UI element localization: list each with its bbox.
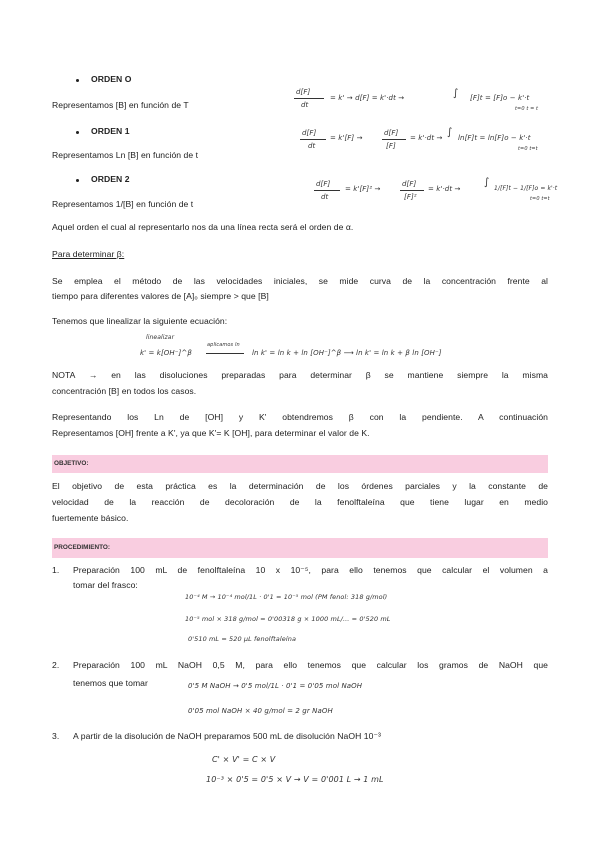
eq2-rest: = k'[F]² → <box>345 185 381 193</box>
eq1-denominator-2: [F] <box>386 142 396 150</box>
step-2-line-2: tenemos que tomar <box>73 678 148 688</box>
nota-line-1: NOTA → en las disoluciones preparadas para determinar β se mantiene siempre la misma <box>52 370 548 380</box>
representando-line-1: Representando los Ln de [OH] y K' obtendremos β con la pendiente. A continuación <box>52 412 548 422</box>
linearize-intro: Tenemos que linealizar la siguiente ecuación: <box>52 316 228 326</box>
objetivo-line-3: fuertemente básico. <box>52 513 129 523</box>
linearize-lhs: k' = k[OH⁻]^β <box>140 349 192 357</box>
eq2-numerator-2: d[F] <box>402 180 417 188</box>
bullet-order-1 <box>76 131 79 134</box>
objetivo-line-2: velocidad de la reacción de decoloración de la fenolftaleína que tiene lugar en medio <box>52 497 548 507</box>
eq2-sub: t=0 t=t <box>530 196 550 202</box>
eq0-integral: ∫ <box>453 88 459 99</box>
objetivo-label: OBJETIVO: <box>54 460 89 467</box>
eq1-numerator-2: d[F] <box>384 129 399 137</box>
calc-3-line-1: C' × V' = C × V <box>212 755 276 764</box>
eq2-denominator-2: [F]² <box>404 193 417 201</box>
eq1-rest: = k'[F] → <box>330 134 363 142</box>
calc-3-line-2: 10⁻³ × 0'5 = 0'5 × V → V = 0'001 L → 1 mL <box>206 775 384 784</box>
order-0-text: Representamos [B] en función de T <box>52 100 189 110</box>
eq2-numerator: d[F] <box>316 180 331 188</box>
step-2-line-1: Preparación 100 mL NaOH 0,5 M, para ello tenemos que calcular los gramos de NaOH que <box>73 660 548 670</box>
calc-1-line-3: 0'510 mL = 520 µL fenolftaleína <box>188 635 297 643</box>
objetivo-line-1: El objetivo de esta práctica es la determinación de los órdenes parciales y la constante de <box>52 481 548 491</box>
eq0-denominator: dt <box>301 101 309 109</box>
order-0-heading: ORDEN O <box>91 74 132 84</box>
linearize-arrow-label: aplicamos ln <box>207 342 240 348</box>
step-1-line-2: tomar del frasco: <box>73 580 138 590</box>
order-2-heading: ORDEN 2 <box>91 174 130 184</box>
procedimiento-header-band <box>52 538 548 558</box>
step-3-number: 3. <box>52 731 60 741</box>
eq2-result: 1/[F]t − 1/[F]o = k'·t <box>494 185 558 192</box>
eq1-integral: ∫ <box>447 127 453 138</box>
order-2-text: Representamos 1/[B] en función de t <box>52 199 194 209</box>
eq0-sub: t=0 t = t <box>515 106 539 112</box>
eq1-result: ln[F]t = ln[F]o − k'·t <box>458 134 531 142</box>
eq2-rest-2: = k'·dt → <box>428 185 461 193</box>
beta-heading: Para determinar β: <box>52 249 125 259</box>
order-1-text: Representamos Ln [B] en función de t <box>52 150 199 160</box>
step-3-line-1: A partir de la disolución de NaOH preparamos 500 mL de disolución NaOH 10⁻³ <box>73 731 381 741</box>
beta-paragraph-line-1: Se emplea el método de las velocidades iniciales, se mide curva de la concentración frente al <box>52 276 548 286</box>
linearize-rhs: ln k' = ln k + ln [OH⁻]^β ⟶ ln k' = ln k + β ln [OH⁻] <box>252 349 442 357</box>
calc-2-line-2: 0'05 mol NaOH × 40 g/mol = 2 gr NaOH <box>188 707 333 715</box>
step-2-number: 2. <box>52 660 60 670</box>
eq1-denominator: dt <box>308 142 316 150</box>
eq1-numerator: d[F] <box>302 129 317 137</box>
calc-1-line-1: 10⁻⁴ M → 10⁻⁴ mol/1L · 0'1 = 10⁻⁵ mol (PM fenol: 318 g/mol) <box>185 593 388 601</box>
eq2-denominator: dt <box>321 193 329 201</box>
eq2-integral: ∫ <box>484 177 490 188</box>
linearize-label: linealizar <box>146 334 175 341</box>
calc-1-line-2: 10⁻⁵ mol × 318 g/mol = 0'00318 g × 1000 mL/... = 0'520 mL <box>185 615 391 623</box>
objetivo-header-band <box>52 455 548 473</box>
bullet-order-0 <box>76 79 79 82</box>
eq0-result: [F]t = [F]o − k'·t <box>470 94 530 102</box>
representando-line-2: Representamos [OH] frente a K', ya que K'= K [OH], para determinar el valor de K. <box>52 428 370 438</box>
bullet-order-2 <box>76 179 79 182</box>
order-1-heading: ORDEN 1 <box>91 126 130 136</box>
eq0-numerator: d[F] <box>296 88 311 96</box>
linearize-arrow <box>206 353 244 354</box>
step-1-number: 1. <box>52 565 60 575</box>
eq1-rest-2: = k'·dt → <box>410 134 443 142</box>
line-order-text: Aquel orden el cual al representarlo nos da una línea recta será el orden de α. <box>52 222 354 232</box>
step-1-line-1: Preparación 100 mL de fenolftaleína 10 x 10⁻⁵, para ello tenemos que calcular el volumen a <box>73 565 548 575</box>
calc-2-line-1: 0'5 M NaOH → 0'5 mol/1L · 0'1 = 0'05 mol NaOH <box>188 682 363 690</box>
beta-paragraph-line-2: tiempo para diferentes valores de [A]₀ siempre > que [B] <box>52 291 269 301</box>
eq1-sub: t=0 t=t <box>518 146 538 152</box>
procedimiento-label: PROCEDIMIENTO: <box>54 544 110 551</box>
nota-line-2: concentración [B] en todos los casos. <box>52 386 197 396</box>
eq0-rest: = k' → d[F] = k'·dt → <box>330 94 405 102</box>
